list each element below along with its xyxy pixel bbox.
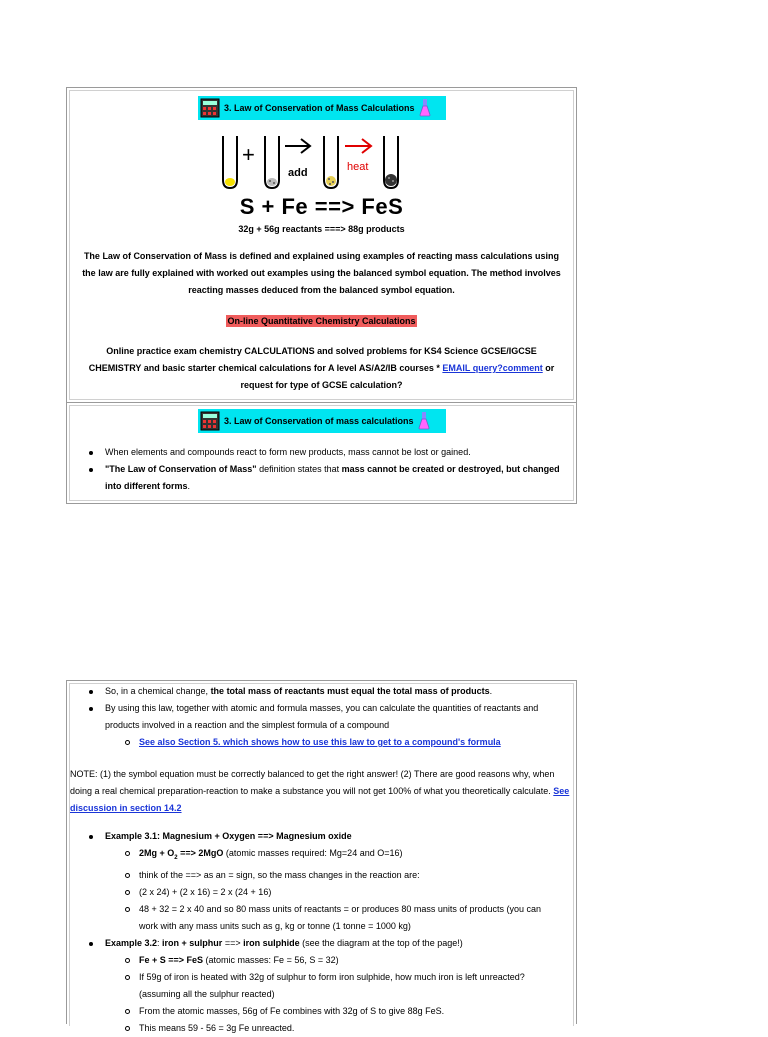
example-title: Example 3.1: Magnesium + Oxygen ==> Magnesium oxide [105,831,352,841]
intro-panel [66,87,577,403]
practice-text-main: Online practice exam chemistry CALCULATIONS and solved problems for KS4 Science GCSE/IGCSE CHEMISTRY and basic starter chemical calculations for A level AS/A2/IB courses * [88,346,537,373]
test-tube-mixture [324,136,338,188]
plus-sign: + [242,142,255,167]
examples-list [105,828,562,1037]
see-discussion-link[interactable]: See discussion in section 14.2 [70,786,570,813]
list-item: From the atomic masses, 56g of Fe combines with 32g of S to give 88g FeS. [139,1003,562,1020]
example-title: Example 3.2 [105,937,158,948]
list-item: This means 59 - 56 = 3g Fe unreacted. [139,1020,562,1037]
conservation-list [105,444,562,495]
bullet-text: . [187,481,191,491]
test-tube-sulphur [223,136,237,188]
equation-note: (atomic masses: Fe = 56, S = 32) [203,954,339,965]
add-label: add [288,167,308,179]
add-arrow-icon [285,139,310,153]
reaction-diagram [217,134,427,194]
equation-subscript: 2 [174,854,178,861]
note-body: NOTE: (1) the symbol equation must be correctly balanced to get the right answer! (2) There are good reasons why, when doing a real chemical preparation-reaction to make a substance you will not get 100% of what you theoretically calculate. [70,769,555,796]
list-item [105,700,562,751]
sub-list [139,734,562,751]
law-definition: mass cannot be created or destroyed, but changed into different forms [105,464,560,491]
list-item [139,845,562,867]
online-calculations-link[interactable]: On-line Quantitative Chemistry Calculations [227,316,416,326]
list-item [105,683,562,700]
list-item: If 59g of iron is heated with 32g of sulphur to form iron sulphide, how much iron is left unreacted? (assuming all the sulphur reacted) [139,969,562,1003]
note-text [70,766,573,817]
see-also-link[interactable]: See also Section 5. which shows how to use this law to get to a compound's formula [139,737,501,747]
flask-icon [418,412,430,430]
bullet-text: So, in a chemical change, [105,686,211,696]
bullet-text: definition states that [256,464,342,474]
email-query-link[interactable]: EMAIL query?comment [442,363,543,373]
calculator-icon [200,411,220,431]
equation-part: 2Mg + O [139,848,175,858]
list-item: Example 3.2: iron + sulphur ==> iron sulphide (see the diagram at the top of the page!) Fe + S ==> FeS (atomic masses: Fe = 56, S = 32) If 59g of iron is heated with 32g of sulphur to form iron sulphide, how much iron is left unreacted? (assuming all the sulphur reacted) From the atomic masses, 56g of Fe combines with 32g of S to give 88g FeS. This means 59 - 56 = 3g Fe unreacted. [105,935,562,1037]
test-tube-product [384,136,398,188]
practice-text-end: or request for type of GCSE calculation? [240,363,555,390]
list-item [105,461,562,495]
section-header-2-title: 3. Law of Conservation of mass calculations [224,416,414,426]
heat-arrow-icon [345,139,371,153]
calculations-intro-list [105,683,562,751]
test-tube-iron [265,136,279,188]
sub-list [139,952,562,1037]
list-item [139,952,562,969]
section-header-title: 3. Law of Conservation of Mass Calculations [224,103,415,113]
equation-part: ==> 2MgO [177,848,224,858]
bullet-bold-text: the total mass of reactants must equal the total mass of products [210,686,490,696]
list-item: 48 + 32 = 2 x 40 and so 80 mass units of reactants = or produces 80 mass units of products (you can work with any mass units such as g, kg or tonne (1 tonne = 1000 kg) [139,901,562,935]
reaction-equation: S + Fe ==> FeS [239,194,404,219]
section-header-2[interactable] [198,409,446,433]
conservation-panel [66,402,577,504]
equation-part: Fe + S ==> FeS [139,954,204,965]
equation-note: (atomic masses required: Mg=24 and O=16) [223,848,403,858]
list-item: think of the ==> as an = sign, so the mass changes in the reaction are: [139,867,562,884]
flask-icon [419,99,431,117]
bullet-text: By using this law, together with atomic and formula masses, you can calculate the quantities of reactants and products involved in a reaction and the simplest formula of a compound [105,703,539,730]
list-item [105,828,562,935]
online-link-wrap [67,313,576,330]
intro-text: The Law of Conservation of Mass is defined and explained using examples of reacting mass calculations using the law are fully explained with worked out examples using the balanced symbol equation. The method involves reacting masses deduced from the balanced symbol equation. [82,251,561,295]
list-item: (2 x 24) + (2 x 16) = 2 x (24 + 16) [139,884,562,901]
bullet-text: When elements and compounds react to form new products, mass cannot be lost or gained. [105,447,471,457]
bullet-text: . [489,686,493,696]
list-item [105,444,562,461]
sub-list [139,845,562,935]
practice-text [81,343,562,394]
section-header[interactable] [198,96,446,120]
heat-label: heat [347,161,369,173]
reaction-masses: 32g + 56g reactants ===> 88g products [238,224,405,234]
calculator-icon [200,98,220,118]
list-item [139,734,562,751]
law-name: "The Law of Conservation of Mass" [105,464,257,474]
calculations-panel [66,680,577,1033]
